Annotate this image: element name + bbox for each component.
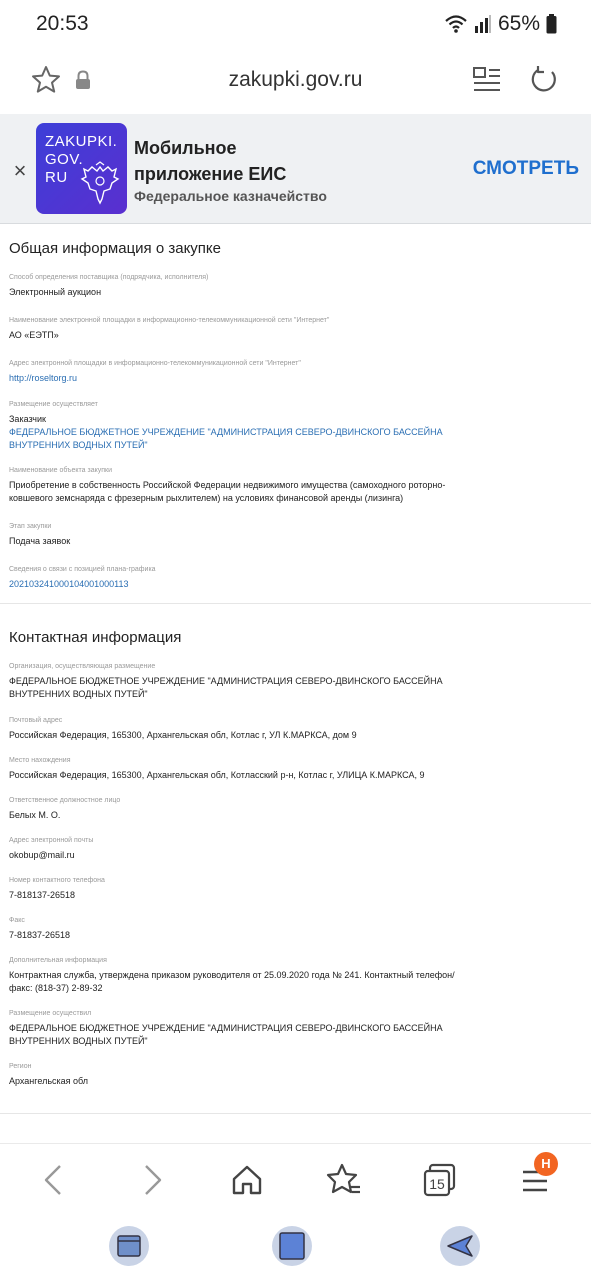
url-text[interactable]: zakupki.gov.ru [228,68,363,91]
bookmarks-icon[interactable] [324,1160,364,1200]
battery-icon [546,14,557,34]
tabs-icon[interactable] [420,1160,460,1200]
eagle-emblem-icon [80,161,120,205]
recent-apps-icon[interactable] [107,1224,151,1268]
eis-app-logo[interactable] [36,123,127,214]
banner-subtitle: Федеральное казначейство [134,188,327,204]
browser-bottom-toolbar [0,1143,591,1215]
general-info-section [0,224,591,604]
status-icons [444,12,557,36]
battery-percent: 65% [497,12,540,35]
field-placed-by: Размещение осуществил ФЕДЕРАЛЬНОЕ БЮДЖЕТНОЕ УЧРЕЖДЕНИЕ "АДМИНИСТРАЦИЯ СЕВЕРО-ДВИНСКОГО БАССЕЙНА ВНУТРЕННИХ ВОДНЫХ ПУТЕЙ" [9,1010,443,1046]
field-org: Организация, осуществляющая размещение ФЕДЕРАЛЬНОЕ БЮДЖЕТНОЕ УЧРЕЖДЕНИЕ "АДМИНИСТРАЦИЯ СЕВЕРО-ДВИНСКОГО БАССЕЙНА ВНУТРЕННИХ ВОДНЫХ ПУТЕЙ" [9,663,443,699]
field-email: Адрес электронной почты okobup@mail.ru [9,837,94,860]
plan-position-link[interactable]: 202103241000104001000113 [9,579,129,589]
banner-title: Мобильное приложение ЕИС [134,138,287,184]
general-info-title: Общая информация о закупке [9,240,221,257]
field-person: Ответственное должностное лицо Белых М. О. [9,797,121,820]
contact-info-section [0,604,591,1114]
field-stage: Этап закупки Подача заявок [9,523,71,546]
field-phone: Номер контактного телефона 7-818137-26518 [9,877,105,900]
home-icon[interactable] [227,1160,267,1200]
banner-close-button[interactable]: × [13,158,27,183]
browser-url-bar [0,48,591,114]
contact-info-title: Контактная информация [9,629,182,646]
field-region: Регион Архангельская обл [9,1063,89,1086]
field-postal: Почтовый адрес Российская Федерация, 165300, Архангельская обл, Котлас г, УЛ К.МАРКСА, дом 9 [9,717,357,740]
menu-notification-badge: H [534,1152,558,1176]
view-app-button[interactable]: СМОТРЕТЬ [472,158,579,179]
status-time: 20:53 [36,12,89,35]
app-promo-banner [0,114,591,224]
reload-icon[interactable] [528,64,560,96]
home-button-icon[interactable] [270,1224,314,1268]
page-content [0,224,591,1114]
field-platform-name: Наименование электронной площадки в информационно-телекоммуникационной сети "Интернет" АО «ЕЭТП» [9,317,330,340]
field-platform-address: Адрес электронной площадки в информационно-телекоммуникационной сети "Интернет" http://roseltorg.ru [9,359,582,385]
wifi-icon [444,14,468,34]
field-placer: Размещение осуществляет Заказчик ФЕДЕРАЛЬНОЕ БЮДЖЕТНОЕ УЧРЕЖДЕНИЕ "АДМИНИСТРАЦИЯ СЕВЕРО-ДВИНСКОГО БАССЕЙНА ВНУТРЕННИХ ВОДНЫХ ПУТЕЙ" [9,400,582,452]
system-back-icon[interactable] [438,1224,482,1268]
forward-icon[interactable] [132,1160,172,1200]
status-bar [0,0,591,48]
field-object: Наименование объекта закупки Приобретение в собственность Российской Федерации недвижимого имущества (самоходного роторно- ковшевого земснаряда с фрезерным рыхлителем) на условиях финансовой аренды (лизинга) [9,467,446,503]
field-location: Место нахождения Российская Федерация, 165300, Архангельская обл, Котласский р-н, Котлас г, УЛИЦА К.МАРКСА, 9 [9,757,425,780]
placer-org-link[interactable]: ФЕДЕРАЛЬНОЕ БЮДЖЕТНОЕ УЧРЕЖДЕНИЕ "АДМИНИСТРАЦИЯ СЕВЕРО-ДВИНСКОГО БАССЕЙНА ВНУТРЕННИХ ВОДНЫХ ПУТЕЙ" [9,427,443,450]
signal-icon [474,14,492,34]
field-method: Способ определения поставщика (подрядчика, исполнителя) Электронный аукцион [9,274,209,297]
system-navigation-bar [0,1215,591,1280]
reader-mode-icon[interactable] [472,66,502,94]
platform-link[interactable]: http://roseltorg.ru [9,373,78,383]
back-icon[interactable] [34,1160,74,1200]
tab-count: 15 [429,1176,445,1192]
field-extra: Дополнительная информация Контрактная служба, утверждена приказом руководителя от 25.09.2020 года № 241. Контактный телефон/ факс: (818-37) 2-89-32 [9,957,455,993]
field-plan: Сведения о связи с позицией плана-графика 202103241000104001000113 [9,565,582,591]
logo-text: ZAKUPKI. GOV. RU [45,133,118,186]
field-fax: Факс 7-81837-26518 [9,917,71,940]
